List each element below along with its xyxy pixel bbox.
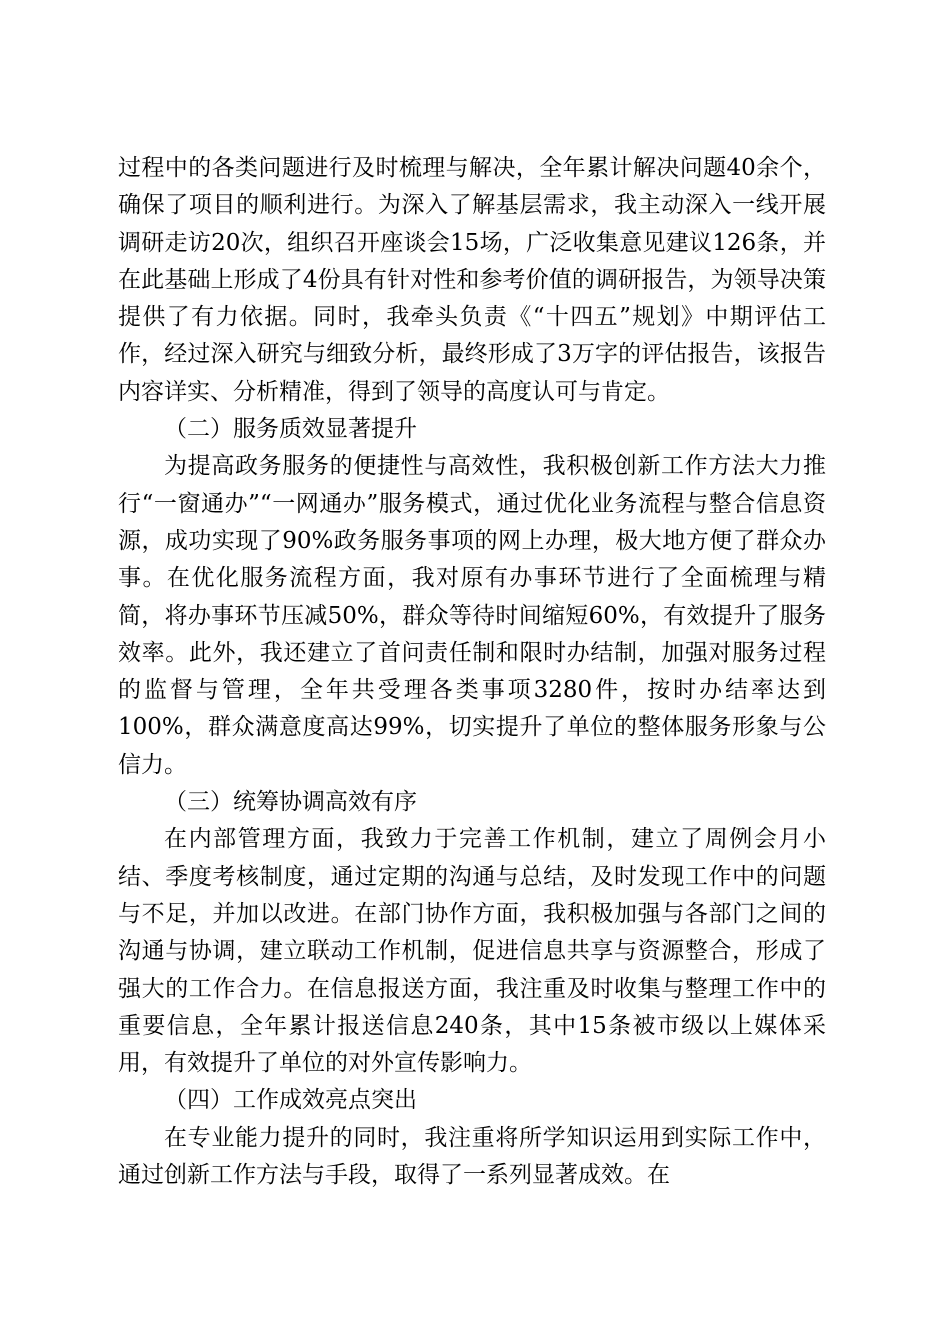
section-heading-achievements: （四）工作成效亮点突出 — [164, 1087, 417, 1114]
section-heading-service-quality: （二）服务质效显著提升 — [164, 416, 417, 443]
document-body — [118, 150, 826, 1194]
section-heading-coordination: （三）统筹协调高效有序 — [164, 789, 417, 816]
paragraph-achievements: 在专业能力提升的同时，我注重将所学知识运用到实际工作中，通过创新工作方法与手段，取得了一系列显著成效。在 — [118, 1124, 826, 1189]
paragraph-service-quality: 为提高政务服务的便捷性与高效性，我积极创新工作方法大力推行“一窗通办”“一网通办”服务模式，通过优化业务流程与整合信息资源，成功实现了90%政务服务事项的网上办理，极大地方便了群众办事。在优化服务流程方面，我对原有办事环节进行了全面梳理与精简，将办事环节压减50%，群众等待时间缩短60%，有效提升了服务效率。此外，我还建立了首问责任制和限时办结制，加强对服务过程的监督与管理，全年共受理各类事项3280件，按时办结率达到100%，群众满意度高达99%，切实提升了单位的整体服务形象与公信力。 — [118, 453, 826, 778]
paragraph-coordination: 在内部管理方面，我致力于完善工作机制，建立了周例会月小结、季度考核制度，通过定期的沟通与总结，及时发现工作中的问题与不足，并加以改进。在部门协作方面，我积极加强与各部门之间的沟通与协调，建立联动工作机制，促进信息共享与资源整合，形成了强大的工作合力。在信息报送方面，我注重及时收集与整理工作中的重要信息，全年累计报送信息240条，其中15条被市级以上媒体采用，有效提升了单位的对外宣传影响力。 — [118, 826, 826, 1077]
paragraph-project-research: 过程中的各类问题进行及时梳理与解决，全年累计解决问题40余个，确保了项目的顺利进行。为深入了解基层需求，我主动深入一线开展调研走访20次，组织召开座谈会15场，广泛收集意见建议126条，并在此基础上形成了4份具有针对性和参考价值的调研报告，为领导决策提供了有力依据。同时，我牵头负责《“十四五”规划》中期评估工作，经过深入研究与细致分析，最终形成了3万字的评估报告，该报告内容详实、分析精准，得到了领导的高度认可与肯定。 — [118, 155, 826, 405]
